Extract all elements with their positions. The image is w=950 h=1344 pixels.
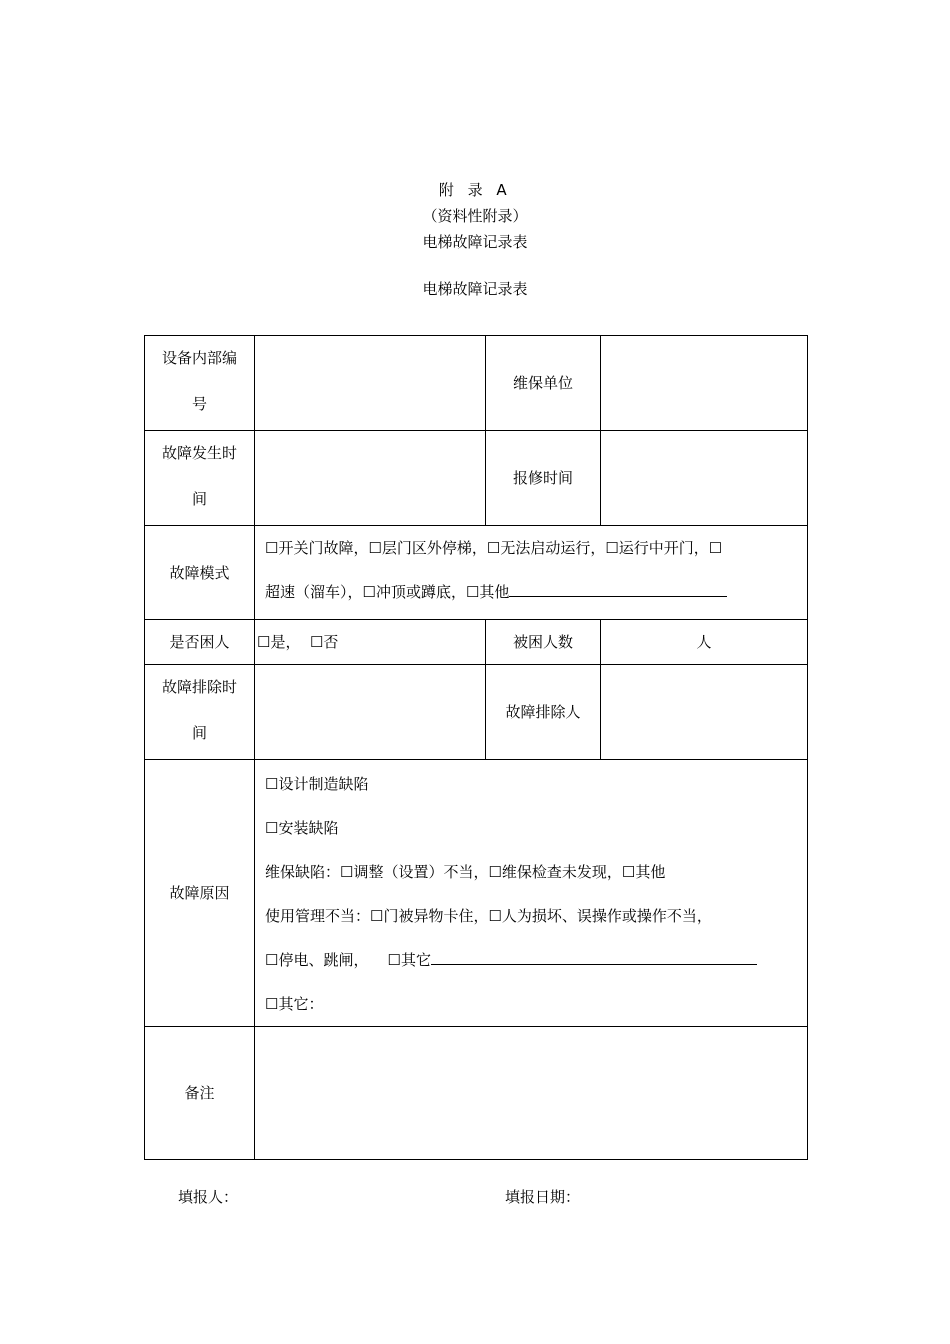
repair-time-field[interactable]: [601, 431, 808, 526]
cause-line: 使用管理不当：☐门被异物卡住，☐人为损坏、误操作或操作不当，: [265, 907, 712, 925]
row-device: [145, 336, 808, 431]
clear-person-label: 故障排除人: [486, 665, 601, 760]
fault-mode-label: 故障模式: [145, 526, 255, 620]
fault-mode-options[interactable]: [255, 526, 808, 620]
cause-line: 维保缺陷：☐调整（设置）不当，☐维保检查未发现，☐其他: [265, 863, 666, 881]
trapped-count-field[interactable]: [601, 620, 808, 665]
cause-other-blank[interactable]: [431, 950, 757, 965]
cause-line: ☐设计制造缺陷: [265, 775, 369, 793]
maintenance-unit-field[interactable]: [601, 336, 808, 431]
report-date-label: 填报日期：: [505, 1188, 581, 1206]
maintenance-unit-label: 维保单位: [486, 336, 601, 431]
device-id-field[interactable]: [255, 336, 486, 431]
clear-time-field[interactable]: [255, 665, 486, 760]
row-remarks: [145, 1027, 808, 1160]
row-trapped: [145, 620, 808, 665]
remarks-label: 备注: [145, 1027, 255, 1160]
fault-mode-other-blank[interactable]: [509, 582, 727, 597]
clear-time-label: 故障排除时 间: [145, 665, 255, 760]
row-fault-time: [145, 431, 808, 526]
cause-line: ☐安装缺陷: [265, 819, 339, 837]
appendix-caption: 电梯故障记录表: [422, 233, 528, 251]
trapped-count-label: 被困人数: [486, 620, 601, 665]
repair-time-label: 报修时间: [486, 431, 601, 526]
reporter-label: 填报人：: [178, 1188, 239, 1206]
remarks-field[interactable]: [255, 1027, 808, 1160]
device-id-label: 设备内部编 号: [145, 336, 255, 431]
fault-mode-line-2-wrap: [255, 567, 807, 617]
row-fault-mode: [145, 526, 808, 620]
appendix-subtitle: （资料性附录）: [422, 207, 528, 225]
cause-line-wrap: [255, 938, 807, 982]
cause-line: ☐其它：: [265, 995, 324, 1013]
trapped-options[interactable]: ☐是， ☐否: [255, 620, 486, 665]
row-clear: [145, 665, 808, 760]
cause-line: ☐停电、跳闸， ☐其它: [265, 951, 431, 969]
fault-mode-line-2: 超速（溜车），☐冲顶或蹲底，☐其他: [265, 582, 510, 601]
cause-label: 故障原因: [145, 760, 255, 1027]
fault-record-table: [144, 335, 808, 1160]
table-title: 电梯故障记录表: [422, 280, 528, 298]
appendix-title: 附 录 A: [438, 181, 512, 199]
cause-options[interactable]: [255, 760, 808, 1027]
trapped-count-unit: 人: [696, 633, 712, 651]
fault-time-field[interactable]: [255, 431, 486, 526]
fault-mode-line-1: ☐开关门故障，☐层门区外停梯，☐无法启动运行，☐运行中开门，☐: [265, 538, 723, 557]
row-cause: [145, 760, 808, 1027]
clear-person-field[interactable]: [601, 665, 808, 760]
trapped-label: 是否困人: [145, 620, 255, 665]
fault-time-label: 故障发生时 间: [145, 431, 255, 526]
